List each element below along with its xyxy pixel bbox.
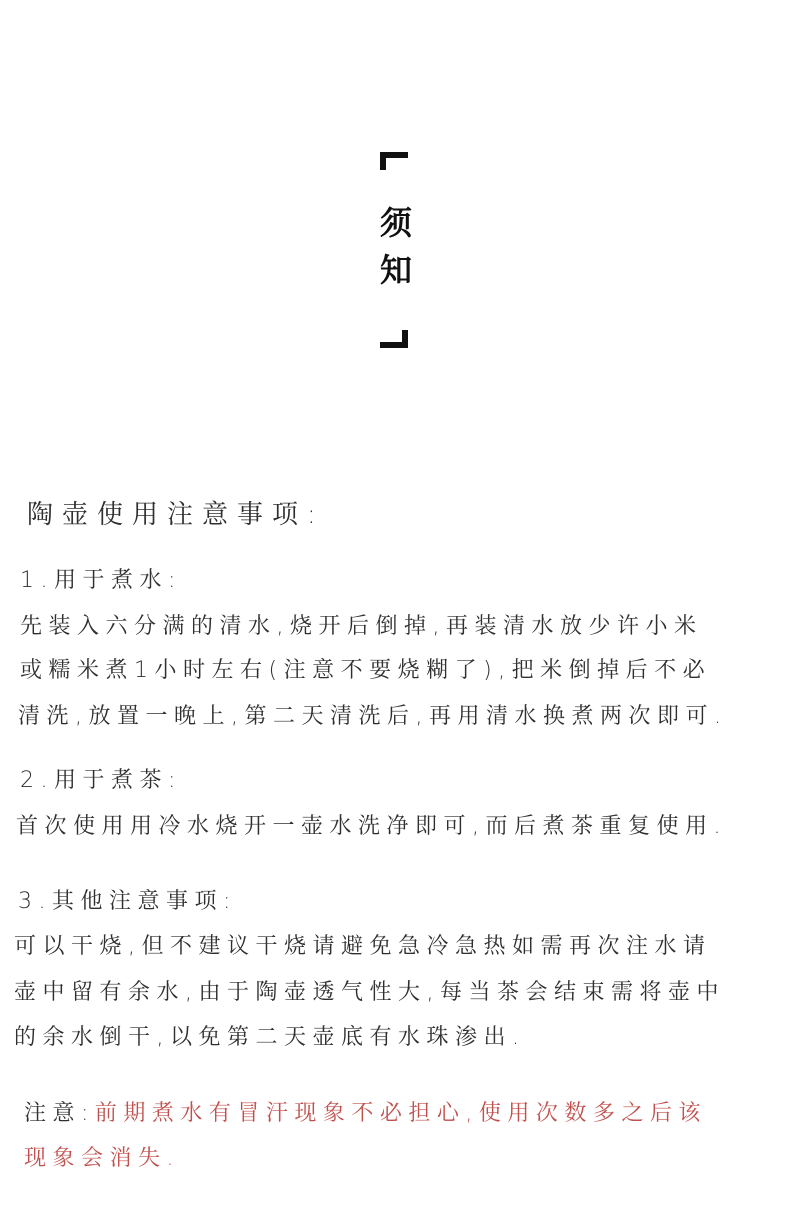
note-text-line-2: 现象会消失. — [24, 1146, 180, 1171]
note-line-1 — [24, 1099, 707, 1129]
section-3-line-2: 壶中留有余水,由于陶壶透气性大,每当茶会结束需将壶中 — [14, 980, 725, 1005]
title-char-2: 知 — [379, 251, 412, 289]
section-2-line-1: 首次使用用冷水烧开一壶水洗净即可,而后煮茶重复使用. — [16, 814, 727, 839]
section-3-title: 3.其他注意事项: — [18, 889, 237, 914]
section-1-line-1: 先装入六分满的清水,烧开后倒掉,再装清水放少许小米 — [20, 614, 703, 639]
section-1-line-3: 清洗,放置一晚上,第二天清洗后,再用清水换煮两次即可. — [18, 704, 728, 729]
title-char-1: 须 — [379, 204, 412, 242]
section-heading: 陶壶使用注意事项: — [27, 500, 325, 530]
title-close-bracket — [380, 330, 408, 348]
title-open-bracket — [380, 152, 408, 170]
note-label: 注意: — [24, 1101, 95, 1126]
section-3-line-3: 的余水倒干,以免第二天壶底有水珠渗出. — [14, 1025, 526, 1050]
section-1-title: 1.用于煮水: — [20, 568, 182, 593]
section-1-line-2: 或糯米煮1小时左右(注意不要烧糊了),把米倒掉后不必 — [20, 658, 712, 683]
section-3-line-1: 可以干烧,但不建议干烧请避免急冷急热如需再次注水请 — [14, 934, 712, 959]
section-2-title: 2.用于煮茶: — [20, 768, 182, 793]
note-text-line-1: 前期煮水有冒汗现象不必担心,使用次数多之后该 — [94, 1101, 707, 1126]
